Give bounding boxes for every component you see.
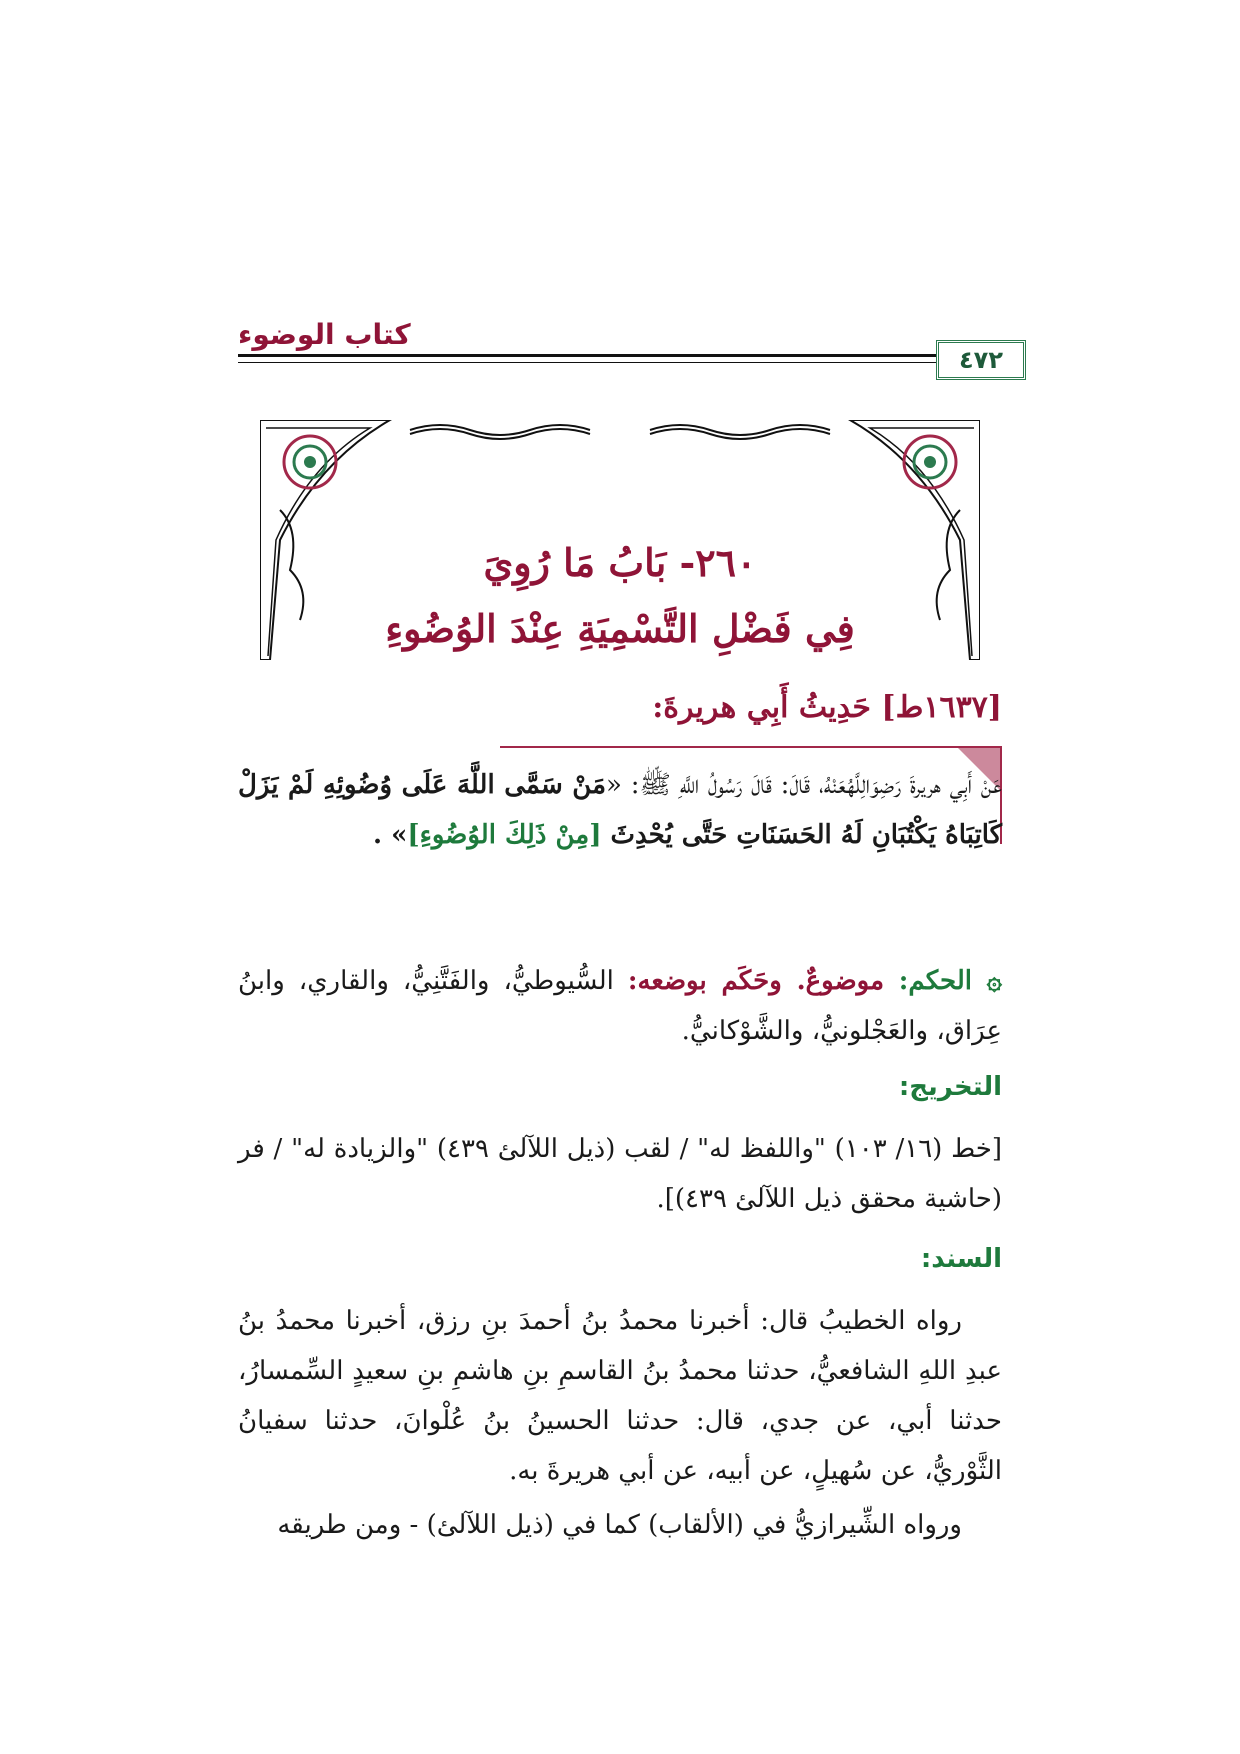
sanad-label: السند: xyxy=(920,1244,1002,1274)
ruling-text: السُّيوطيُّ، والفَتَّنِيُّ، والقاري، وابنُ عِرَاق، والعَجْلونيُّ، والشَّوْكانيُّ. xyxy=(238,966,1002,1046)
sanad-paragraph-2: ورواه الشِّيرازيُّ في (الألقاب) كما في (ذيل اللآلئ) - ومن طريقه xyxy=(277,1510,962,1540)
chapter-title-line1: ٢٦٠- بَابُ مَا رُوِيَ xyxy=(483,540,757,585)
ruling-label: ۞ الحكم: xyxy=(898,966,1003,996)
chapter-title xyxy=(260,530,980,662)
hadith-heading: [١٦٣٧ط] حَدِيثُ أَبِي هريرةَ: xyxy=(652,690,1002,725)
hadith-text xyxy=(238,760,1002,860)
header-rule-thin xyxy=(238,362,1002,363)
page-number-badge: ٤٧٢ xyxy=(936,340,1026,380)
quote-frame xyxy=(500,746,1002,748)
running-title: كتاب الوضوء xyxy=(238,318,411,351)
header-rule xyxy=(238,354,1002,357)
ruling-verdict: موضوعٌ. وحَكَم بوضعه: xyxy=(627,966,899,996)
takhrij-label: التخريج: xyxy=(898,1072,1002,1102)
ruling-paragraph xyxy=(238,956,1002,1056)
hadith-outro: » . xyxy=(372,820,408,850)
takhrij-text: [خط (١٦/ ١٠٣) "واللفظ له" / لقب (ذيل اللآلئ ٤٣٩) "والزيادة له" / فر (حاشية محقق ذيل اللآلئ ٤٣٩)]. xyxy=(238,1134,1002,1214)
sanad-paragraph-1: رواه الخطيبُ قال: أخبرنا محمدُ بنُ أحمدَ بنِ رزق، أخبرنا محمدُ بنُ عبدِ اللهِ الشافعيُّ، حدثنا محمدُ بنُ القاسمِ بنِ هاشمِ بنِ سعيدٍ السِّمسارُ، حدثنا أبي، عن جدي، قال: حدثنا الحسينُ بنُ عُلْوانَ، حدثنا سفيانُ الثَّوْريُّ، عن سُهيلٍ، عن أبيه، عن أبي هريرةَ به. xyxy=(238,1306,1002,1486)
hadith-addition: [مِنْ ذَلِكَ الوُضُوءِ] xyxy=(407,820,611,850)
chapter-title-line2: فِي فَضْلِ التَّسْمِيَةِ عِنْدَ الوُضُوءِ xyxy=(385,606,855,651)
hadith-intro: عَنْ أَبِي هريرةَ رَضِوَالِلَّهُعَنْهُ، قَالَ: قَالَ رَسُولُ اللَّهِ ﷺ: « xyxy=(606,770,1002,800)
hadith-matn: مَنْ سَمَّى اللَّهَ عَلَى وُضُوئِهِ لَمْ يَزَلْ كَاتِبَاهُ يَكْتُبَانِ لَهُ الحَسَنَاتِ حَتَّى يُحْدِثَ xyxy=(238,770,1002,850)
